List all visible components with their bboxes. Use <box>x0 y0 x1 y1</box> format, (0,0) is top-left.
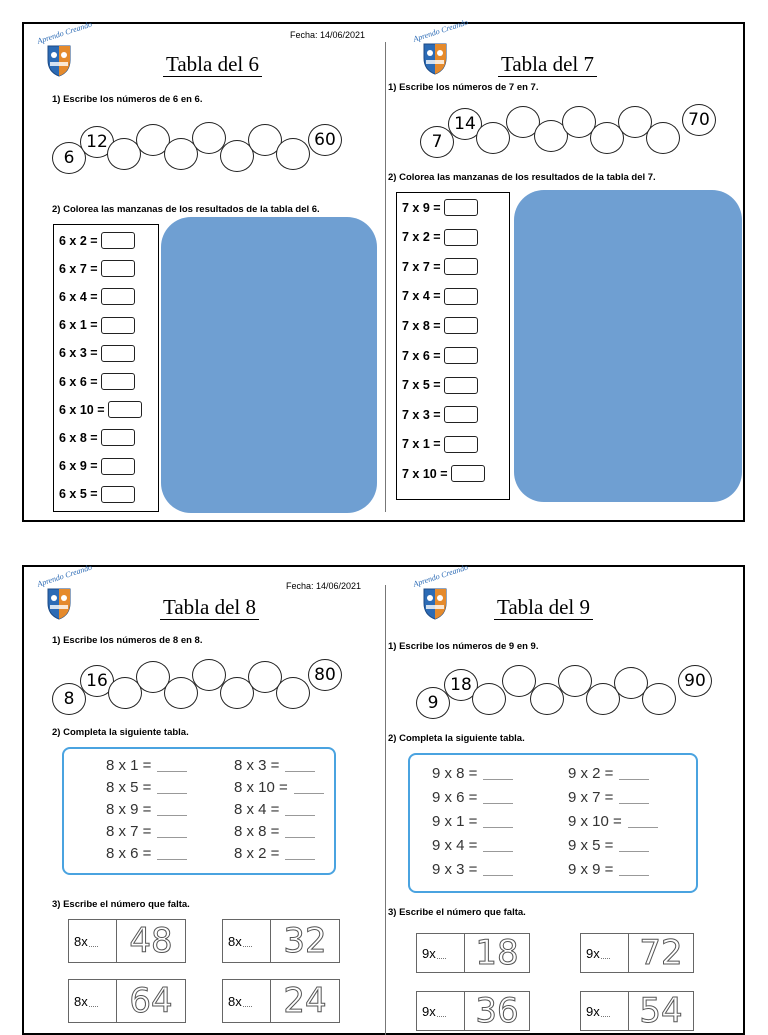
equation-row <box>59 458 135 475</box>
equation-row <box>402 258 478 275</box>
missing-number-box <box>68 979 186 1023</box>
table-row <box>106 779 187 796</box>
instruction-2-tabla-6: 2) Colorea las manzanas de los resultados de la tabla del 6. <box>52 204 320 215</box>
chain-circle-second[interactable]: 16 <box>80 665 114 697</box>
instruction-1-tabla-8: 1) Escribe los números de 8 en 8. <box>52 635 203 646</box>
missing-factor-blank[interactable] <box>437 948 446 959</box>
answer-blank[interactable] <box>294 781 324 794</box>
chain-circle-first[interactable]: 6 <box>52 142 86 174</box>
answer-box[interactable] <box>101 345 135 362</box>
equation-row <box>59 345 135 362</box>
factor-label <box>69 920 117 962</box>
equation-row <box>402 436 478 453</box>
equation-text: 9 x 8 = <box>432 765 478 782</box>
table-row <box>568 813 658 830</box>
logo-text: Aprendo Creando <box>412 17 470 44</box>
chain-circle-last[interactable]: 80 <box>308 659 342 691</box>
equation-text: 7 x 4 = <box>402 289 441 304</box>
chain-circle-second[interactable]: 14 <box>448 108 482 140</box>
missing-number-box <box>580 991 694 1031</box>
chain-circle-second[interactable]: 12 <box>80 126 114 158</box>
equation-row <box>59 373 135 390</box>
equation-text: 6 x 8 = <box>59 430 98 445</box>
equation-text: 9 x 7 = <box>568 789 614 806</box>
table-row <box>432 813 513 830</box>
factor-prefix: 8x <box>228 993 242 1009</box>
factor-prefix: 8x <box>74 933 88 949</box>
missing-number-box <box>68 919 186 963</box>
equation-text: 9 x 2 = <box>568 765 614 782</box>
table-row <box>106 757 187 774</box>
equation-text: 7 x 2 = <box>402 230 441 245</box>
product-number: 24 <box>283 981 327 1021</box>
product-number: 54 <box>639 991 683 1031</box>
equation-text: 8 x 10 = <box>234 779 288 796</box>
school-logo-icon <box>34 19 94 80</box>
missing-factor-blank[interactable] <box>89 936 98 947</box>
factor-prefix: 8x <box>74 993 88 1009</box>
equation-text: 7 x 5 = <box>402 378 441 393</box>
table-row <box>568 789 649 806</box>
equation-text: 8 x 8 = <box>234 823 280 840</box>
factor-prefix: 8x <box>228 933 242 949</box>
equation-row <box>402 199 478 216</box>
answer-blank[interactable] <box>157 803 187 816</box>
multiplication-table-tabla-8 <box>62 747 336 875</box>
factor-label <box>223 920 271 962</box>
equation-row <box>59 232 135 249</box>
factor-label <box>417 992 465 1030</box>
equation-text: 6 x 2 = <box>59 233 98 248</box>
missing-number-box <box>222 919 340 963</box>
equation-row <box>402 229 478 246</box>
equation-text: 6 x 5 = <box>59 487 98 502</box>
equation-row <box>59 317 135 334</box>
instruction-2-tabla-9: 2) Completa la siguiente tabla. <box>388 733 525 744</box>
table-row <box>106 823 187 840</box>
table-row <box>432 837 513 854</box>
answer-box[interactable] <box>444 436 478 453</box>
instruction-1-tabla-7: 1) Escribe los números de 7 en 7. <box>388 82 539 93</box>
chain-circle[interactable] <box>276 138 310 170</box>
equation-row <box>402 317 478 334</box>
instruction-3-tabla-8: 3) Escribe el número que falta. <box>52 899 190 910</box>
table-row <box>234 823 315 840</box>
table-row <box>234 845 315 862</box>
number-chain-tabla-8 <box>52 655 372 717</box>
chain-circle-first[interactable]: 7 <box>420 126 454 158</box>
table-row <box>432 861 513 878</box>
answer-box[interactable] <box>444 229 478 246</box>
title-tabla-8: Tabla del 8 <box>160 595 259 620</box>
table-row <box>432 765 513 782</box>
equation-text: 9 x 3 = <box>432 861 478 878</box>
factor-label <box>417 934 465 972</box>
answer-blank[interactable] <box>483 767 513 780</box>
chain-circle[interactable] <box>642 683 676 715</box>
answer-box[interactable] <box>108 401 142 418</box>
answer-blank[interactable] <box>157 759 187 772</box>
answer-box[interactable] <box>444 199 478 216</box>
answer-blank[interactable] <box>483 815 513 828</box>
instruction-1-tabla-9: 1) Escribe los números de 9 en 9. <box>388 641 539 652</box>
answer-blank[interactable] <box>619 791 649 804</box>
equation-text: 7 x 9 = <box>402 200 441 215</box>
missing-factor-blank[interactable] <box>243 996 252 1007</box>
equation-text: 8 x 2 = <box>234 845 280 862</box>
chain-circle-last[interactable]: 60 <box>308 124 342 156</box>
equation-row <box>59 429 135 446</box>
answer-blank[interactable] <box>285 759 315 772</box>
equation-list-tabla-7 <box>396 192 510 500</box>
answer-box[interactable] <box>444 347 478 364</box>
logo-text: Aprendo Creando <box>36 562 94 589</box>
answer-box[interactable] <box>444 406 478 423</box>
product-number: 72 <box>639 933 683 973</box>
equation-text: 7 x 7 = <box>402 259 441 274</box>
school-logo-icon <box>34 562 94 623</box>
school-logo-icon <box>410 17 470 78</box>
equation-text: 6 x 7 = <box>59 261 98 276</box>
product-number: 32 <box>283 921 327 961</box>
equation-text: 7 x 6 = <box>402 348 441 363</box>
table-row <box>568 861 649 878</box>
answer-box[interactable] <box>444 288 478 305</box>
equation-text: 9 x 4 = <box>432 837 478 854</box>
equation-row <box>59 486 135 503</box>
title-tabla-9: Tabla del 9 <box>494 595 593 620</box>
table-row <box>568 837 649 854</box>
logo-text: Aprendo Creando <box>412 562 470 589</box>
missing-number-box <box>416 991 530 1031</box>
missing-factor-blank[interactable] <box>89 996 98 1007</box>
answer-box[interactable] <box>101 317 135 334</box>
chain-circle-first[interactable]: 9 <box>416 687 450 719</box>
equation-row <box>402 377 478 394</box>
equation-text: 8 x 1 = <box>106 757 152 774</box>
equation-text: 9 x 9 = <box>568 861 614 878</box>
number-chain-tabla-7 <box>420 102 740 162</box>
equation-text: 8 x 3 = <box>234 757 280 774</box>
answer-blank[interactable] <box>285 847 315 860</box>
table-row <box>234 801 315 818</box>
equation-text: 8 x 7 = <box>106 823 152 840</box>
equation-text: 6 x 4 = <box>59 289 98 304</box>
equation-text: 6 x 1 = <box>59 318 98 333</box>
answer-blank[interactable] <box>619 767 649 780</box>
answer-box[interactable] <box>101 429 135 446</box>
instruction-2-tabla-8: 2) Completa la siguiente tabla. <box>52 727 189 738</box>
answer-box[interactable] <box>101 288 135 305</box>
equation-text: 6 x 6 = <box>59 374 98 389</box>
equation-row <box>402 288 478 305</box>
answer-box[interactable] <box>101 232 135 249</box>
equation-row <box>59 288 135 305</box>
equation-text: 6 x 9 = <box>59 459 98 474</box>
equation-text: 8 x 5 = <box>106 779 152 796</box>
equation-text: 9 x 5 = <box>568 837 614 854</box>
answer-box[interactable] <box>451 465 485 482</box>
answer-blank[interactable] <box>483 839 513 852</box>
table-row <box>234 757 315 774</box>
answer-blank[interactable] <box>628 815 658 828</box>
answer-box[interactable] <box>444 377 478 394</box>
instruction-2-tabla-7: 2) Colorea las manzanas de los resultados de la tabla del 7. <box>388 172 656 183</box>
equation-row <box>59 401 142 418</box>
equation-text: 8 x 6 = <box>106 845 152 862</box>
column-divider <box>385 42 386 512</box>
product-number: 64 <box>129 981 173 1021</box>
number-chain-tabla-9 <box>416 661 736 723</box>
answer-blank[interactable] <box>483 863 513 876</box>
equation-text: 9 x 1 = <box>432 813 478 830</box>
missing-number-box <box>222 979 340 1023</box>
answer-box[interactable] <box>101 260 135 277</box>
equation-text: 7 x 10 = <box>402 466 448 481</box>
product-number: 18 <box>475 933 519 973</box>
column-divider <box>385 585 386 1035</box>
answer-box[interactable] <box>101 458 135 475</box>
factor-label <box>581 934 629 972</box>
apples-coloring-area[interactable] <box>514 190 742 502</box>
answer-blank[interactable] <box>483 791 513 804</box>
chain-circle-first[interactable]: 8 <box>52 683 86 715</box>
equation-row <box>402 406 478 423</box>
missing-factor-blank[interactable] <box>601 948 610 959</box>
missing-factor-blank[interactable] <box>601 1006 610 1017</box>
date-label: Fecha: 14/06/2021 <box>290 30 366 40</box>
factor-prefix: 9x <box>586 945 600 961</box>
missing-factor-blank[interactable] <box>437 1006 446 1017</box>
missing-factor-blank[interactable] <box>243 936 252 947</box>
chain-circle-last[interactable]: 70 <box>682 104 716 136</box>
equation-text: 7 x 8 = <box>402 318 441 333</box>
chain-circle[interactable] <box>646 122 680 154</box>
apples-coloring-area[interactable] <box>161 217 377 513</box>
answer-blank[interactable] <box>619 839 649 852</box>
answer-box[interactable] <box>101 373 135 390</box>
table-row <box>568 765 649 782</box>
table-row <box>234 779 324 796</box>
factor-prefix: 9x <box>422 1003 436 1019</box>
equation-text: 9 x 6 = <box>432 789 478 806</box>
product-number: 36 <box>475 991 519 1031</box>
equation-row <box>402 347 478 364</box>
worksheet-tablas-6-7 <box>22 17 745 522</box>
equation-text: 9 x 10 = <box>568 813 622 830</box>
factor-label <box>581 992 629 1030</box>
answer-blank[interactable] <box>285 825 315 838</box>
equation-row <box>402 465 485 482</box>
equation-list-tabla-6 <box>53 224 159 512</box>
school-logo-icon <box>410 562 470 623</box>
multiplication-table-tabla-9 <box>408 753 698 893</box>
table-row <box>106 801 187 818</box>
equation-text: 8 x 4 = <box>234 801 280 818</box>
answer-box[interactable] <box>444 317 478 334</box>
missing-number-box <box>416 933 530 973</box>
equation-text: 6 x 3 = <box>59 346 98 361</box>
title-tabla-6: Tabla del 6 <box>163 52 262 77</box>
factor-prefix: 9x <box>586 1003 600 1019</box>
equation-text: 7 x 1 = <box>402 437 441 452</box>
factor-prefix: 9x <box>422 945 436 961</box>
answer-blank[interactable] <box>157 847 187 860</box>
worksheet-tablas-8-9 <box>22 562 745 1035</box>
factor-label <box>69 980 117 1022</box>
answer-box[interactable] <box>101 486 135 503</box>
date-label: Fecha: 14/06/2021 <box>286 581 362 591</box>
answer-blank[interactable] <box>157 825 187 838</box>
product-number: 48 <box>129 921 173 961</box>
table-row <box>432 789 513 806</box>
instruction-3-tabla-9: 3) Escribe el número que falta. <box>388 907 526 918</box>
chain-circle-last[interactable]: 90 <box>678 665 712 697</box>
answer-blank[interactable] <box>619 863 649 876</box>
equation-text: 7 x 3 = <box>402 407 441 422</box>
table-row <box>106 845 187 862</box>
equation-text: 8 x 9 = <box>106 801 152 818</box>
equation-text: 6 x 10 = <box>59 402 105 417</box>
chain-circle[interactable] <box>276 677 310 709</box>
instruction-1-tabla-6: 1) Escribe los números de 6 en 6. <box>52 94 203 105</box>
chain-circle-second[interactable]: 18 <box>444 669 478 701</box>
number-chain-tabla-6 <box>52 116 372 176</box>
title-tabla-7: Tabla del 7 <box>498 52 597 77</box>
chain-circle[interactable] <box>476 122 510 154</box>
factor-label <box>223 980 271 1022</box>
answer-box[interactable] <box>444 258 478 275</box>
chain-circle[interactable] <box>472 683 506 715</box>
answer-blank[interactable] <box>157 781 187 794</box>
missing-number-box <box>580 933 694 973</box>
equation-row <box>59 260 135 277</box>
logo-text: Aprendo Creando <box>36 19 94 46</box>
answer-blank[interactable] <box>285 803 315 816</box>
